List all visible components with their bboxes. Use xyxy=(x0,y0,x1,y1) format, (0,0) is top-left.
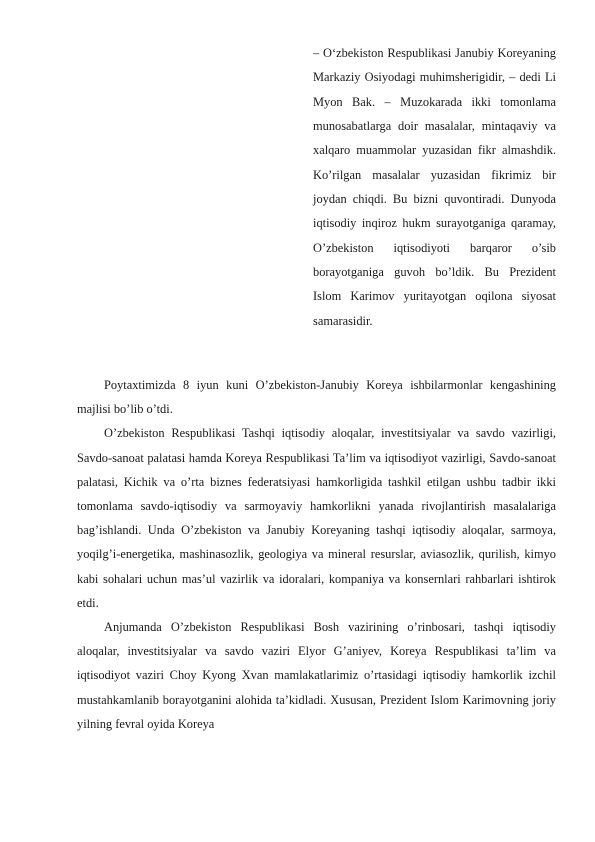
paragraph-council-meeting: Poytaxtimizda 8 iyun kuni O’zbekiston-Janubiy Koreya ishbilarmonlar kengashining majlisi bo’lib o’tdi. xyxy=(77,378,556,417)
paragraph-event-organizers: O’zbekiston Respublikasi Tashqi iqtisodiy aloqalar, investitsiyalar va savdo vazirligi, Savdo-sanoat palatasi hamda Koreya Respublikasi Ta’lim va iqtisodiyot vazirligi, Savdo-sanoat palatasi, Kichik va o’rta biznes federatsiyasi hamkorligida tashkil etilgan ushbu tadbir ikki tomonlama savdo-iqtisodiy va sarmoyaviy hamkorlikni yanada rivojlantirish masalalariga bag’ishlandi. Unda O’zbekiston va Janubiy Koreyaning tashqi iqtisodiy aloqalar, sarmoya, yoqilg’i-energetika, mashinasozlik, geologiya va mineral resurslar, aviasozlik, qurilish, kimyo kabi sohalari uchun mas’ul vazirlik va idoralari, kompaniya va konsernlari rahbarlari ishtirok etdi. xyxy=(77,426,556,610)
paragraph-forum-statements: Anjumanda O’zbekiston Respublikasi Bosh vazirining o’rinbosari, tashqi iqtisodiy aloqalar, investitsiyalar va savdo vaziri Elyor G’aniyev, Koreya Respublikasi ta’lim va iqtisodiyot vaziri Choy Kyong Xvan mamlakatlarimiz o’rtasidagi iqtisodiy hamkorlik izchil mustahkamlanib borayotganini alohida ta’kidladi. Xususan, Prezident Islom Karimovning joriy yilning fevral oyida Koreya xyxy=(77,620,556,731)
article-body xyxy=(77,373,556,736)
quoted-statement: – O‘zbekiston Respublikasi Janubiy Koreyaning Markaziy Osiyodagi muhimsherigidir, – dedi Li Myon Bak. – Muzokarada ikki tomonlama munosabatlarga doir masalalar, mintaqaviy va xalqaro muammolar yuzasidan fikr almashdik. Ko’rilgan masalalar yuzasidan fikrimiz bir joydan chiqdi. Bu bizni quvontiradi. Dunyoda iqtisodiy inqiroz hukm surayotganiga qaramay, O’zbekiston iqtisodiyoti barqaror o’sib borayotganiga guvoh bo’ldik. Bu Prezident Islom Karimov yuritayotgan oqilona siyosat samarasidir. xyxy=(313,46,556,328)
